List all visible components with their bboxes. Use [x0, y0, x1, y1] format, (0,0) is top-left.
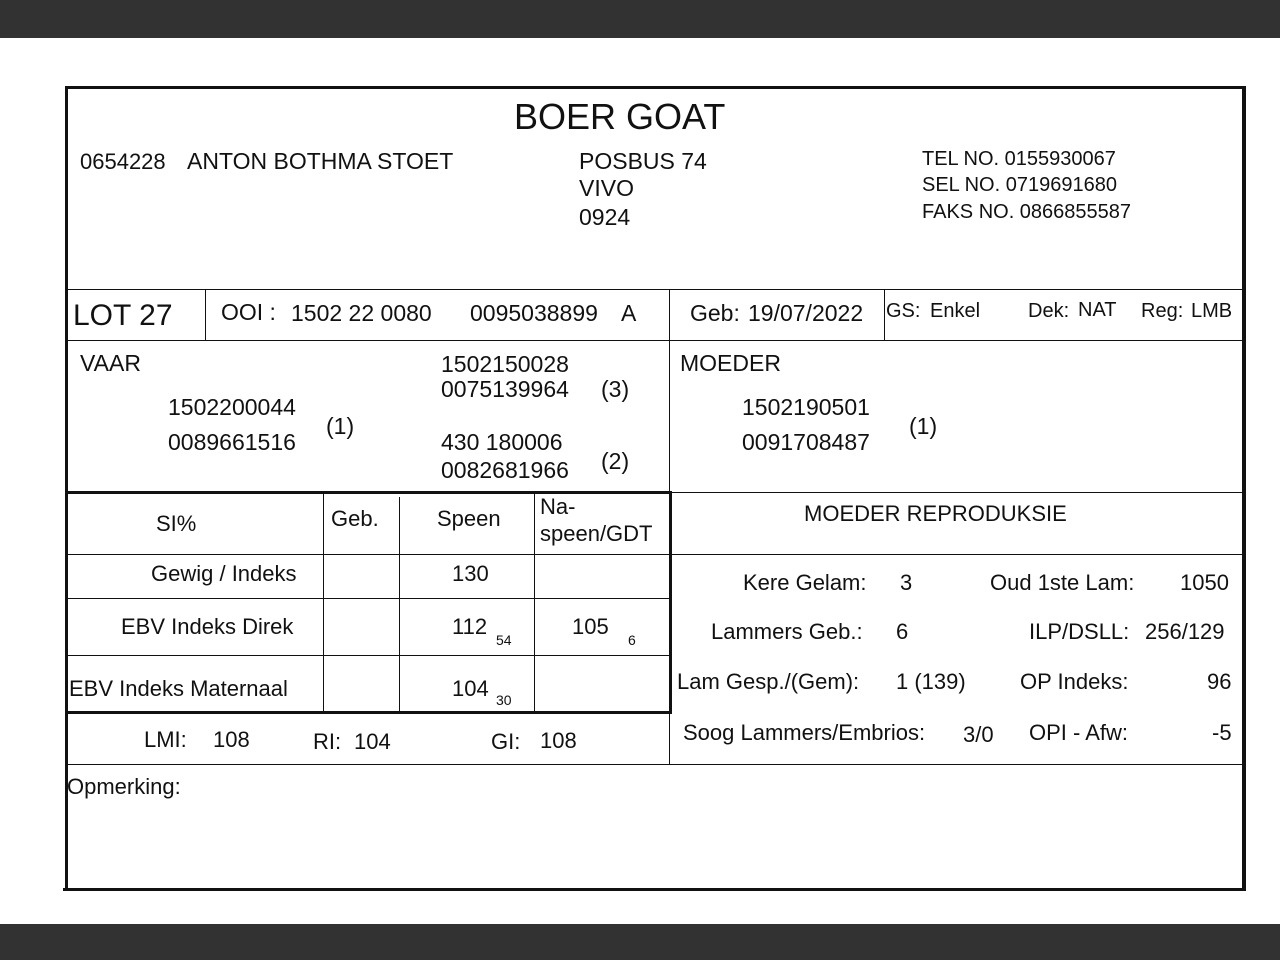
- vaar-sire-id: 1502150028: [441, 351, 569, 377]
- row-maternaal-speen: 104: [452, 676, 489, 701]
- op-indeks-label: OP Indeks:: [1020, 669, 1129, 694]
- ooi-label: OOI :: [221, 299, 276, 325]
- rule-lot-divider: [205, 289, 206, 340]
- lam-gesp-value: 1 (139): [896, 669, 966, 694]
- address-line-1: POSBUS 74: [579, 148, 707, 174]
- vaar-dam-number: 0082681966: [441, 457, 569, 483]
- tel-number: TEL NO. 0155930067: [922, 148, 1116, 170]
- vaar-id: 1502200044: [168, 394, 296, 420]
- ooi-number: 0095038899: [470, 300, 598, 326]
- rule-header-row: [66, 554, 1244, 555]
- col-speen-header: Speen: [437, 506, 501, 531]
- vaar-dam-mark: (2): [601, 448, 630, 474]
- lammers-label: Lammers Geb.:: [711, 619, 863, 644]
- geb-label: Geb:: [690, 300, 740, 326]
- rule-row-2: [66, 655, 670, 656]
- reproduksie-title: MOEDER REPRODUKSIE: [804, 501, 1067, 526]
- address-line-2: VIVO: [579, 175, 634, 201]
- row-direk-label: EBV Indeks Direk: [121, 614, 294, 639]
- row-direk-speen: 112: [452, 614, 488, 639]
- kere-label: Kere Gelam:: [743, 570, 867, 595]
- dek-label: Dek:: [1028, 300, 1070, 322]
- row-maternaal-speen-sub: 30: [496, 692, 512, 708]
- reg-label: Reg:: [1141, 300, 1184, 322]
- col-geb-header: Geb.: [331, 506, 379, 531]
- row-gewig-speen: 130: [452, 561, 489, 586]
- row-direk-naspeen: 105: [572, 614, 609, 639]
- gs-value: Enkel: [930, 300, 981, 322]
- rule-col-geb: [323, 493, 324, 713]
- ri-label: RI:: [313, 729, 342, 754]
- oud-label: Oud 1ste Lam:: [990, 570, 1135, 595]
- col-naspeen-header-1: Na-: [540, 494, 576, 519]
- lmi-label: LMI:: [144, 727, 187, 752]
- frame-bottom: [63, 888, 1245, 891]
- gi-value: 108: [540, 728, 577, 753]
- rule-summary-bottom: [66, 764, 1244, 765]
- moeder-number: 0091708487: [742, 429, 870, 455]
- dek-value: NAT: [1078, 299, 1117, 321]
- frame-top: [65, 86, 1245, 89]
- opmerking-label: Opmerking:: [67, 774, 181, 799]
- breeder-number: 0654228: [80, 149, 166, 174]
- rule-col-naspeen: [534, 493, 535, 713]
- lammers-value: 6: [896, 619, 909, 644]
- sel-number: SEL NO. 0719691680: [922, 174, 1117, 196]
- rule-geb-divider: [884, 289, 885, 340]
- col-naspeen-header-2: speen/GDT: [540, 521, 653, 546]
- top-bar: [0, 0, 1280, 38]
- row-direk-speen-sub: 54: [496, 632, 512, 648]
- rule-row-1: [66, 598, 670, 599]
- frame-right: [1242, 86, 1246, 891]
- lot-number: LOT 27: [73, 299, 173, 332]
- rule-pedigree-bottom-right: [670, 492, 1244, 493]
- ooi-id: 1502 22 0080: [291, 300, 432, 326]
- lmi-value: 108: [213, 727, 250, 752]
- oud-value: 1050: [1180, 570, 1229, 595]
- vaar-label: VAAR: [80, 350, 141, 376]
- bottom-bar: [0, 924, 1280, 960]
- ri-value: 104: [354, 729, 391, 754]
- row-gewig-label: Gewig / Indeks: [151, 561, 297, 586]
- rule-pedigree-bottom-left: [66, 491, 670, 494]
- moeder-mark: (1): [909, 413, 938, 439]
- vaar-number: 0089661516: [168, 429, 296, 455]
- soog-label: Soog Lammers/Embrios:: [683, 720, 926, 745]
- vaar-dam-id: 430 180006: [441, 429, 563, 455]
- rule-col-speen: [399, 497, 400, 713]
- rule-lot-top: [66, 289, 1244, 290]
- frame-left: [65, 86, 68, 891]
- opi-afw-value: -5: [1212, 720, 1232, 745]
- rule-index-bottom: [66, 711, 672, 714]
- ooi-class: A: [621, 300, 637, 326]
- si-label: SI%: [156, 511, 197, 536]
- vaar-sire-number: 0075139964: [441, 376, 569, 402]
- vaar-sire-mark: (3): [601, 376, 630, 402]
- vaar-mark: (1): [326, 413, 355, 439]
- moeder-label: MOEDER: [680, 350, 781, 376]
- address-line-3: 0924: [579, 204, 631, 230]
- kere-value: 3: [900, 570, 913, 595]
- geb-date: 19/07/2022: [748, 300, 864, 326]
- lam-gesp-label: Lam Gesp./(Gem):: [677, 669, 860, 694]
- gs-label: GS:: [886, 300, 921, 322]
- rule-index-right: [669, 491, 672, 714]
- row-direk-naspeen-sub: 6: [628, 632, 636, 648]
- gi-label: GI:: [491, 729, 521, 754]
- moeder-id: 1502190501: [742, 394, 870, 420]
- op-indeks-value: 96: [1207, 669, 1232, 694]
- faks-number: FAKS NO. 0866855587: [922, 201, 1132, 223]
- ilp-value: 256/129: [1145, 619, 1225, 644]
- breed-title: BOER GOAT: [514, 96, 726, 137]
- breeder-name: ANTON BOTHMA STOET: [187, 148, 454, 174]
- soog-value: 3/0: [963, 722, 994, 747]
- ilp-label: ILP/DSLL:: [1029, 619, 1130, 644]
- opi-afw-label: OPI - Afw:: [1029, 720, 1129, 745]
- reg-value: LMB: [1191, 300, 1233, 322]
- row-maternaal-label: EBV Indeks Maternaal: [69, 676, 288, 701]
- rule-lot-bottom: [66, 340, 1244, 341]
